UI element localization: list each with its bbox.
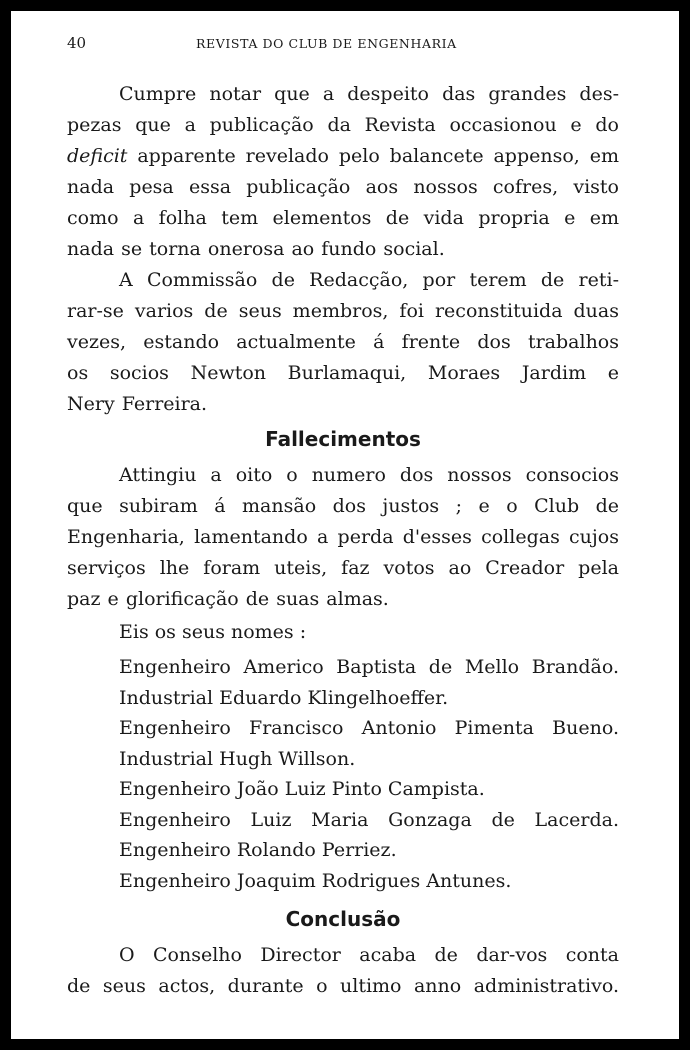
text-line: de seus actos, durante o ultimo anno administrativo. (67, 975, 619, 997)
text-line: Nery Ferreira. (67, 393, 208, 415)
text-line: Engenharia, lamentando a perda d'esses collegas cujos (67, 526, 619, 548)
text-line: serviços lhe foram uteis, faz votos ao Creador pela (67, 557, 619, 579)
text-line: Attingiu a oito o numero dos nossos consocios (119, 464, 619, 486)
text-line: O Conselho Director acaba de dar-vos conta (119, 944, 619, 966)
text-line: que subiram á mansão dos justos ; e o Club de (67, 495, 619, 517)
text-line: Cumpre notar que a despeito das grandes des- (119, 83, 619, 105)
list-item: Engenheiro Rolando Perriez. (119, 839, 397, 861)
list-item: Engenheiro Luiz Maria Gonzaga de Lacerda. (119, 808, 619, 831)
list-item: Industrial Hugh Willson. (119, 747, 356, 770)
page-body (67, 79, 619, 1002)
text-line: vezes, estando actualmente á frente dos trabalhos (67, 331, 619, 353)
section-heading-conclusao: Conclusão (285, 907, 401, 931)
paragraph-commissao (67, 265, 619, 420)
text-line: pezas que a publicação da Revista occasionou e do (67, 114, 619, 136)
page-header (11, 34, 679, 56)
list-item: Engenheiro Joaquim Rodrigues Antunes. (119, 869, 512, 892)
names-intro: Eis os seus nomes : (119, 621, 307, 643)
book-page (11, 11, 679, 1039)
text-line: os socios Newton Burlamaqui, Moraes Jardim e (67, 362, 619, 384)
deceased-list (67, 652, 619, 896)
text-line: rar-se varios de seus membros, foi reconstituida duas (67, 300, 619, 322)
italic-word-deficit: deficit (67, 145, 128, 167)
text-fragment: apparente revelado pelo balancete appenso, em (127, 145, 619, 167)
text-line: nada pesa essa publicação aos nossos cofres, visto (67, 176, 619, 198)
text-line: A Commissão de Redacção, por terem de reti- (119, 269, 619, 291)
paragraph-conclusao (67, 940, 619, 1002)
list-item: Engenheiro Francisco Antonio Pimenta Bueno. (119, 717, 619, 739)
running-title: REVISTA DO CLUB DE ENGENHARIA (196, 36, 457, 51)
section-heading-fallecimentos: Fallecimentos (265, 427, 421, 451)
page-number: 40 (67, 34, 87, 52)
text-line (67, 141, 619, 172)
list-item: Industrial Eduardo Klingelhoeffer. (119, 686, 449, 709)
list-item: Engenheiro João Luiz Pinto Campista. (119, 778, 485, 800)
text-line: paz e glorificação de suas almas. (67, 588, 389, 610)
text-line: nada se torna onerosa ao fundo social. (67, 238, 445, 260)
paragraph-fallecimentos (67, 460, 619, 615)
text-line: como a folha tem elementos de vida propria e em (67, 207, 619, 229)
paragraph-revista-costs (67, 79, 619, 265)
list-item: Engenheiro Americo Baptista de Mello Brandão. (119, 656, 619, 678)
